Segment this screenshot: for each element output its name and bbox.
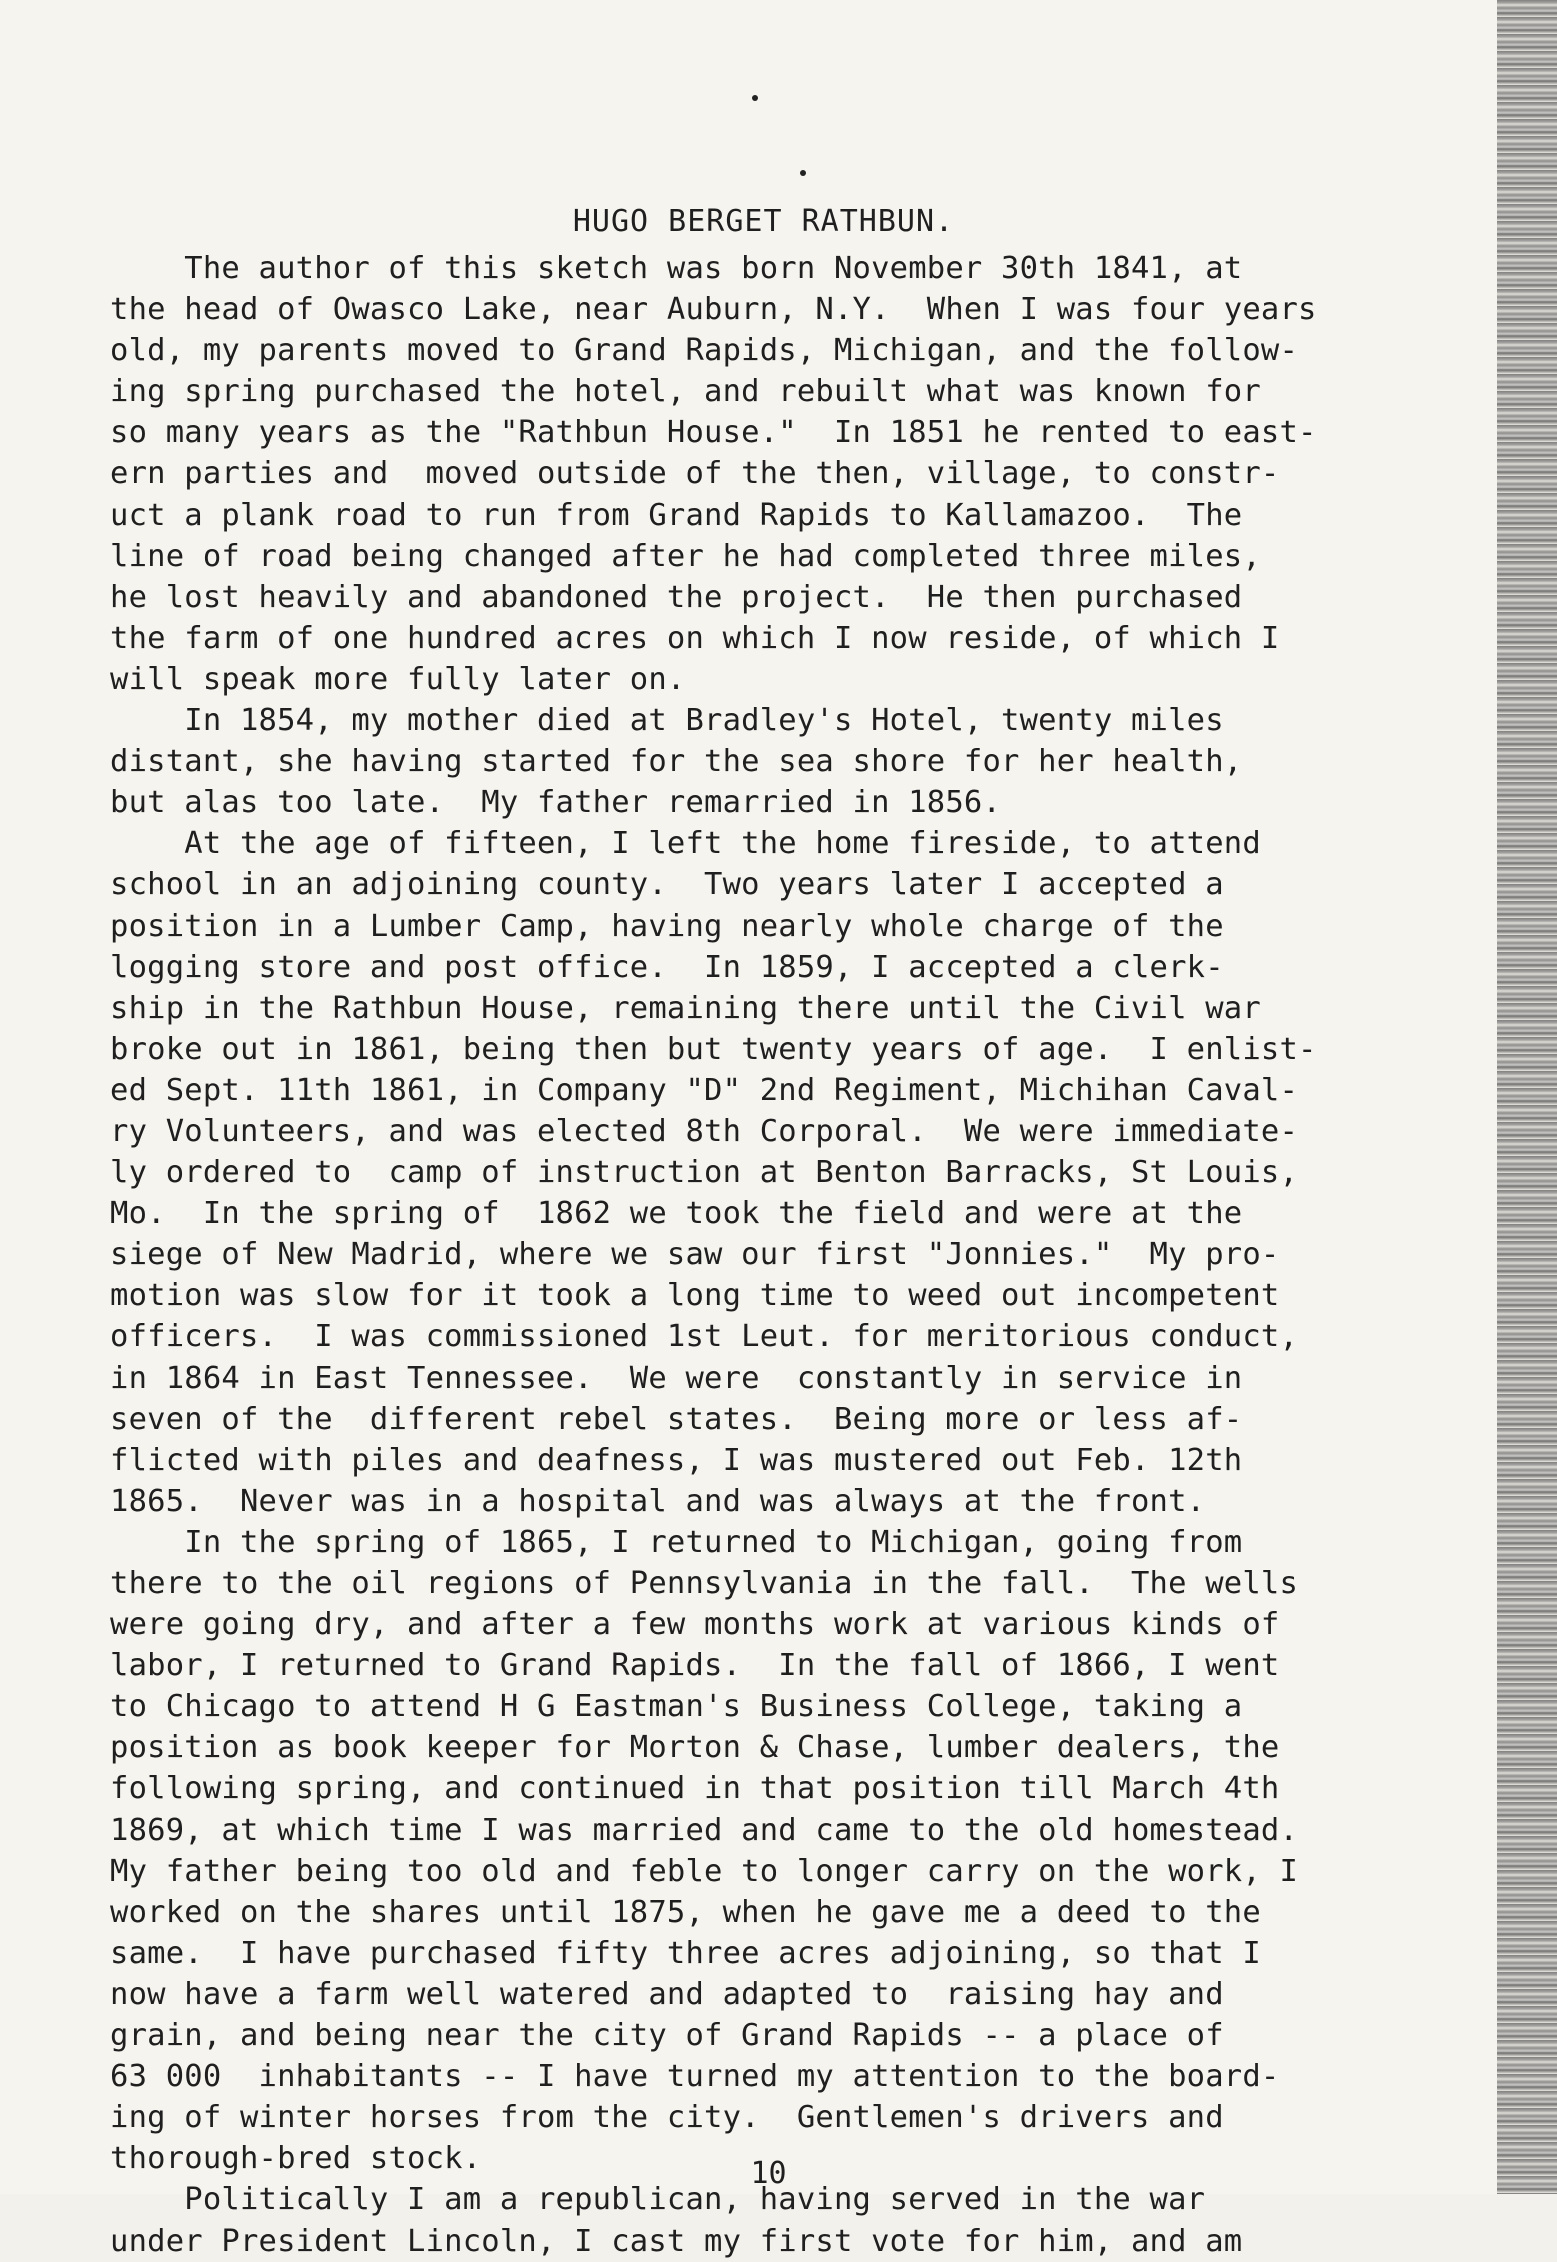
text-line: In the spring of 1865, I returned to Michigan, going from	[110, 1524, 1243, 1560]
text-line: following spring, and continued in that position till March 4th	[110, 1771, 1280, 1807]
text-line: ing spring purchased the hotel, and rebuilt what was known for	[110, 374, 1261, 410]
text-line: uct a plank road to run from Grand Rapids to Kallamazoo. The	[110, 497, 1243, 533]
text-line: The author of this sketch was born November 30th 1841, at	[110, 251, 1243, 286]
document-title: HUGO BERGET RATHBUN.	[572, 204, 955, 239]
text-line: 1869, at which time I was married and came to the old homestead.	[110, 1812, 1299, 1848]
text-line: he lost heavily and abandoned the project. He then purchased	[110, 579, 1243, 615]
text-line: Mo. In the spring of 1862 we took the field and were at the	[110, 1196, 1243, 1232]
scan-speck	[752, 95, 758, 101]
text-line: but alas too late. My father remarried in 1856.	[110, 785, 1002, 821]
text-line: position as book keeper for Morton & Chase, lumber dealers, the	[110, 1730, 1280, 1766]
text-line: siege of New Madrid, where we saw our first "Jonnies." My pro-	[110, 1237, 1280, 1273]
text-line: At the age of fifteen, I left the home fireside, to attend	[110, 826, 1261, 862]
text-line: thorough-bred stock.	[110, 2141, 482, 2177]
text-line: ry Volunteers, and was elected 8th Corporal. We were immediate-	[110, 1113, 1299, 1149]
page-number: 10	[750, 2156, 787, 2191]
text-line: the head of Owasco Lake, near Auburn, N.Y. When I was four years	[110, 292, 1317, 328]
text-line: ship in the Rathbun House, remaining there until the Civil war	[110, 990, 1261, 1026]
text-line: ing of winter horses from the city. Gentlemen's drivers and	[110, 2100, 1224, 2136]
text-line: flicted with piles and deafness, I was mustered out Feb. 12th	[110, 1442, 1243, 1478]
text-line: worked on the shares until 1875, when he gave me a deed to the	[110, 1894, 1261, 1930]
text-line: grain, and being near the city of Grand Rapids -- a place of	[110, 2018, 1224, 2054]
text-line: In 1854, my mother died at Bradley's Hotel, twenty miles	[110, 703, 1224, 739]
text-line: in 1864 in East Tennessee. We were constantly in service in	[110, 1360, 1243, 1396]
text-line: will speak more fully later on.	[110, 661, 686, 697]
text-line: logging store and post office. In 1859, I accepted a clerk-	[110, 949, 1224, 985]
document-body	[110, 248, 1450, 2262]
text-line: the farm of one hundred acres on which I now reside, of which I	[110, 620, 1280, 656]
text-line: old, my parents moved to Grand Rapids, Michigan, and the follow-	[110, 333, 1299, 369]
text-line: ern parties and moved outside of the then, village, to constr-	[110, 456, 1280, 492]
text-line: same. I have purchased fifty three acres adjoining, so that I	[110, 1935, 1261, 1971]
text-line: so many years as the "Rathbun House." In 1851 he rented to east-	[110, 415, 1317, 451]
text-line: labor, I returned to Grand Rapids. In the fall of 1866, I went	[110, 1648, 1280, 1684]
text-line: ed Sept. 11th 1861, in Company "D" 2nd Regiment, Michihan Caval-	[110, 1072, 1299, 1108]
text-line: there to the oil regions of Pennsylvania in the fall. The wells	[110, 1566, 1299, 1601]
text-line: line of road being changed after he had completed three miles,	[110, 538, 1261, 574]
text-line: now have a farm well watered and adapted to raising hay and	[110, 1976, 1224, 2012]
text-line: were going dry, and after a few months work at various kinds of	[110, 1607, 1280, 1643]
text-line: to Chicago to attend H G Eastman's Business College, taking a	[110, 1689, 1243, 1725]
text-line: school in an adjoining county. Two years later I accepted a	[110, 867, 1224, 903]
text-line: My father being too old and feble to longer carry on the work, I	[110, 1853, 1299, 1889]
text-line: ly ordered to camp of instruction at Benton Barracks, St Louis,	[110, 1155, 1299, 1191]
text-line: seven of the different rebel states. Being more or less af-	[110, 1401, 1243, 1437]
scan-speck	[800, 170, 806, 176]
text-line: motion was slow for it took a long time to weed out incompetent	[110, 1278, 1280, 1314]
text-line: under President Lincoln, I cast my first vote for him, and am	[110, 2223, 1243, 2259]
text-line: officers. I was commissioned 1st Leut. for meritorious conduct,	[110, 1319, 1299, 1355]
text-line: position in a Lumber Camp, having nearly whole charge of the	[110, 908, 1224, 944]
text-line: broke out in 1861, being then but twenty years of age. I enlist-	[110, 1031, 1317, 1067]
text-line: distant, she having started for the sea shore for her health,	[110, 744, 1243, 780]
text-line: 1865. Never was in a hospital and was always at the front.	[110, 1483, 1206, 1519]
scan-edge-artifact	[1497, 0, 1557, 2194]
text-line: Politically I am a republican, having served in the war	[110, 2182, 1206, 2218]
text-line: 63 000 inhabitants -- I have turned my attention to the board-	[110, 2059, 1280, 2095]
